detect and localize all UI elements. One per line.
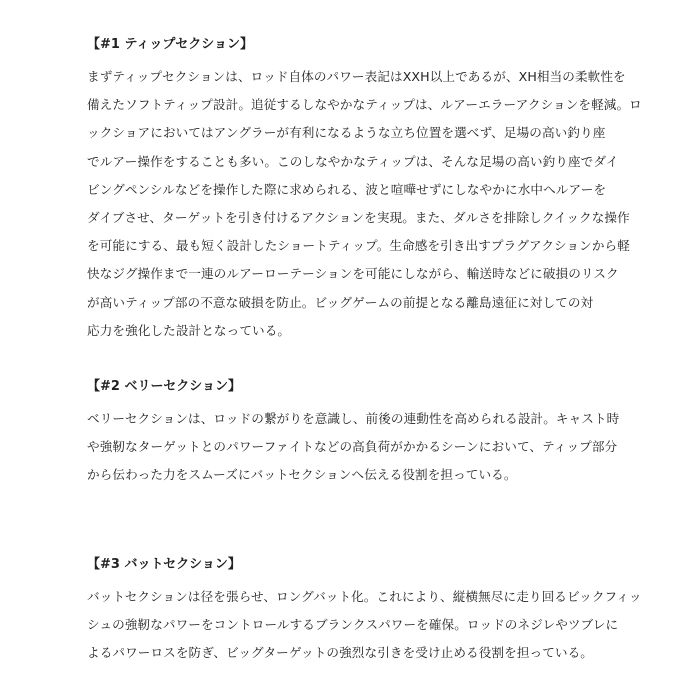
body-line: ビングペンシルなどを操作した際に求められる、波と喧嘩せずにしなやかに水中へルアーを xyxy=(87,181,607,197)
body-line: 備えたソフトティップ設計。追従するしなやかなティップは、ルアーエラーアクションを軽減。ロ xyxy=(87,97,642,113)
body-line: まずティップセクションは、ロッド自体のパワー表記はXXH以上であるが、XH相当の柔軟性を xyxy=(87,69,626,84)
body-line: が高いティップ部の不意な破損を防止。ビッグゲームの前提となる離島遠征に対しての対 xyxy=(87,294,594,310)
tip-section xyxy=(87,36,642,345)
body-line: ベリーセクションは、ロッドの繋がりを意識し、前後の連動性を高められる設計。キャスト時 xyxy=(87,411,620,426)
body-line: でルアー操作をすることも多い。このしなやかなティップは、そんな足場の高い釣り座でダイ xyxy=(87,153,619,169)
section-heading: 【#1 ティップセクション】 xyxy=(87,37,254,52)
section-heading: 【#3 バットセクション】 xyxy=(87,557,241,572)
belly-section xyxy=(87,378,627,490)
body-line: バットセクションは径を張らせ、ロングバット化。これにより、縦横無尽に走り回るビックフィッ xyxy=(87,589,642,604)
body-line: シュの強靭なパワーをコントロールするブランクスパワーを確保。ロッドのネジレやツブレに xyxy=(87,617,619,633)
body-line: よるパワーロスを防ぎ、ビッグターゲットの強烈な引きを受け止める役割を担っている。 xyxy=(87,645,593,661)
body-line: ックショアにおいてはアングラーが有利になるような立ち位置を選べず、足場の高い釣り座 xyxy=(87,125,606,141)
body-line: 快なジグ操作まで一連のルアーローテーションを可能にしながら、輸送時などに破損のリスク xyxy=(87,266,619,282)
body-line: や強靭なターゲットとのパワーファイトなどの高負荷がかかるシーンにおいて、ティップ部分 xyxy=(87,439,618,455)
butt-section xyxy=(87,556,642,668)
section-body xyxy=(87,583,642,668)
body-line: 応力を強化した設計となっている。 xyxy=(87,322,291,338)
body-line: から伝わった力をスムーズにバットセクションへ伝える役割を担っている。 xyxy=(87,467,517,483)
body-line: を可能にする、最も短く設計したショートティップ。生命感を引き出すプラグアクションから軽 xyxy=(87,238,630,254)
body-line: ダイブさせ、ターゲットを引き付けるアクションを実現。また、ダルさを排除しクイックな操作 xyxy=(87,210,630,226)
section-heading: 【#2 ベリーセクション】 xyxy=(87,379,241,394)
section-body xyxy=(87,405,627,490)
section-body xyxy=(87,63,642,345)
